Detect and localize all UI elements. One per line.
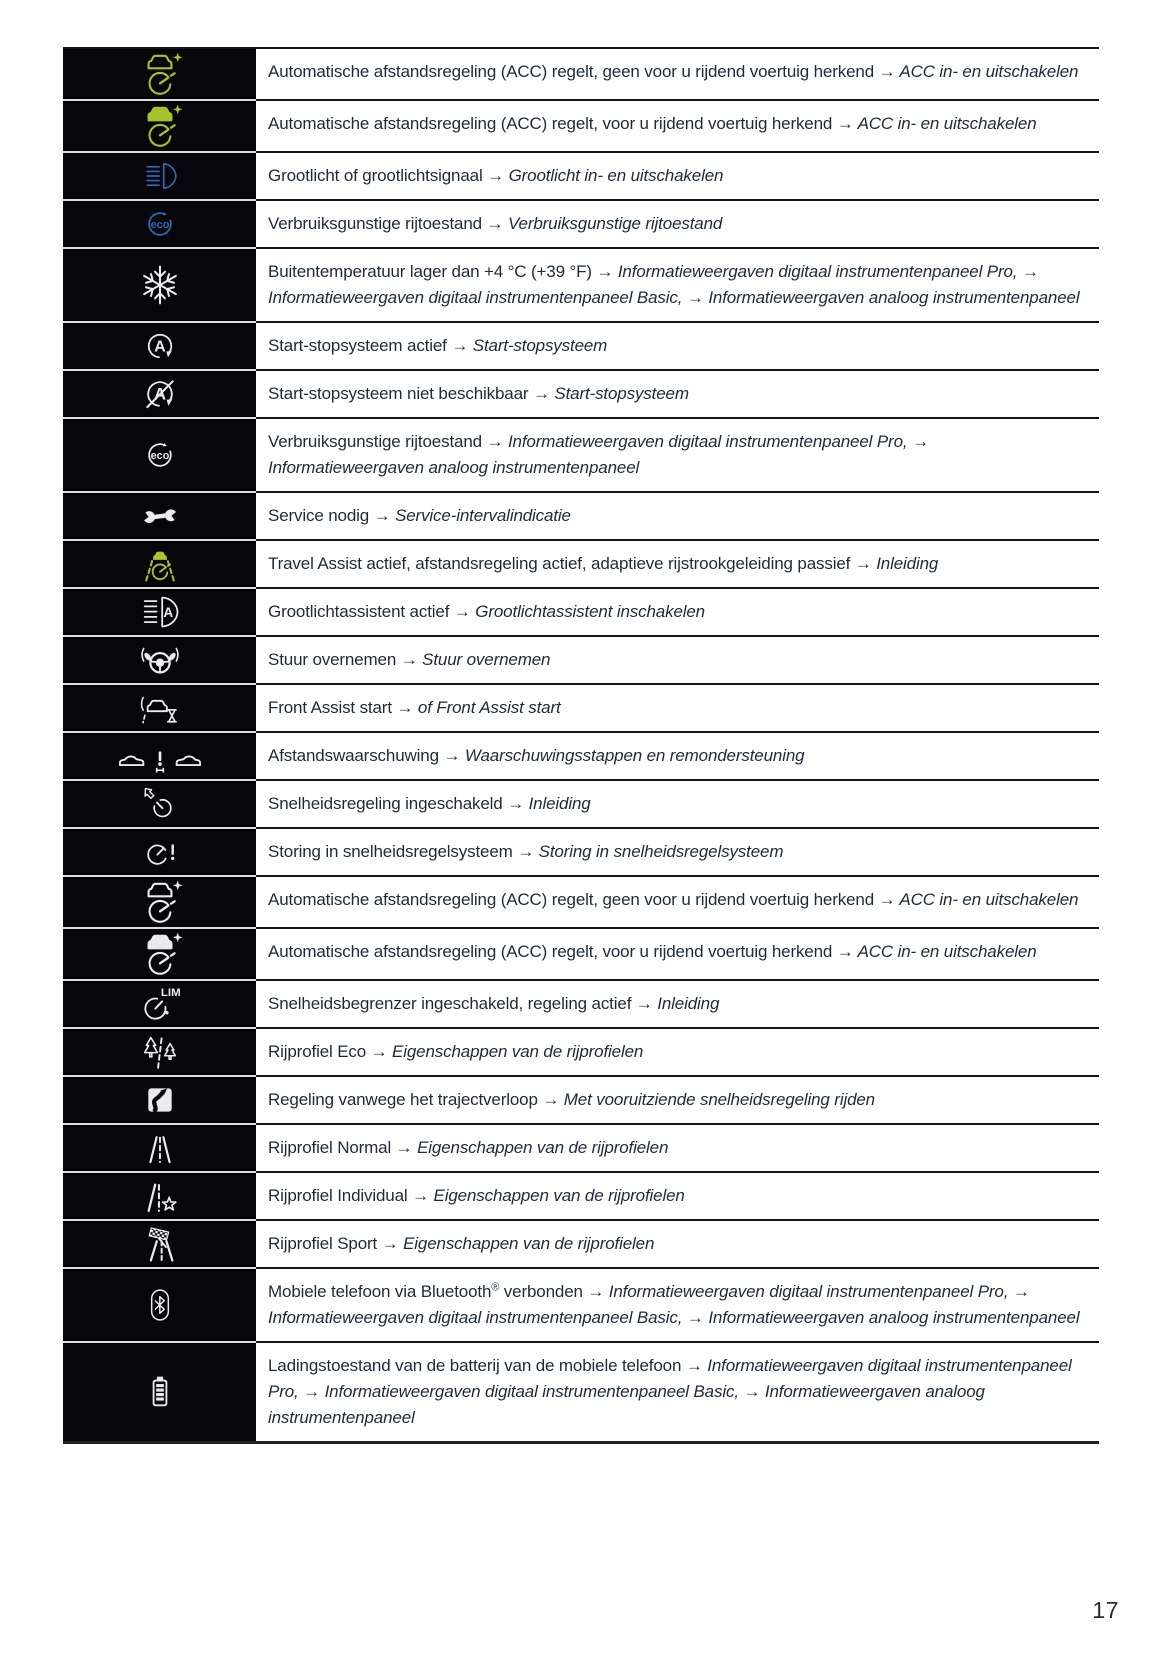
reference-text: → Informatieweergaven analoog instrumentenpaneel — [686, 288, 1080, 307]
cruise-control-icon — [140, 784, 180, 824]
reference-text: → Inleiding — [507, 794, 591, 813]
front-assist-start-icon — [138, 686, 182, 730]
table-row — [63, 247, 1099, 321]
table-row — [63, 369, 1099, 417]
reference-text: → ACC in- en uitschakelen — [878, 62, 1079, 81]
lamp-description — [256, 369, 1099, 417]
reference-text: → Informatieweergaven digitaal instrumentenpaneel Basic, — [303, 1382, 744, 1401]
lamp-icon-cell — [63, 1027, 256, 1075]
eco-ring-icon — [140, 435, 180, 475]
lamp-description — [256, 587, 1099, 635]
start-stop-icon — [140, 326, 180, 366]
table-row — [63, 927, 1099, 979]
reference-text: → Start-stopsysteem — [451, 336, 608, 355]
table-row — [63, 1267, 1099, 1341]
lamp-description — [256, 979, 1099, 1027]
description-text: Rijprofiel Normal — [268, 1138, 396, 1157]
lamp-icon-cell — [63, 1123, 256, 1171]
lamp-description — [256, 875, 1099, 927]
high-beam-assist-icon — [139, 591, 181, 633]
lamp-icon-cell — [63, 1075, 256, 1123]
lamp-description — [256, 1267, 1099, 1341]
lamp-description — [256, 1171, 1099, 1219]
wrench-icon — [139, 495, 181, 537]
description-text: Ladingstoestand van de batterij van de mobiele telefoon — [268, 1356, 686, 1375]
description-text: Snelheidsbegrenzer ingeschakeld, regeling actief — [268, 994, 636, 1013]
lamp-description — [256, 491, 1099, 539]
table-row — [63, 827, 1099, 875]
lamp-icon-cell — [63, 683, 256, 731]
reference-text: → Storing in snelheidsregelsysteem — [517, 842, 784, 861]
lamp-description — [256, 417, 1099, 491]
reference-text: → Informatieweergaven analoog instrumentenpaneel — [686, 1308, 1080, 1327]
table-row — [63, 1075, 1099, 1123]
description-text: Verbruiksgunstige rijtoestand — [268, 432, 487, 451]
reference-text: → Informatieweergaven digitaal instrumentenpaneel Pro, — [587, 1282, 1013, 1301]
description-text: Automatische afstandsregeling (ACC) regelt, geen voor u rijdend voertuig herkend — [268, 62, 879, 81]
lamp-description — [256, 827, 1099, 875]
description-text: Travel Assist actief, afstandsregeling actief, adaptieve rijstrookgeleiding passief — [268, 554, 855, 573]
acc-no-vehicle-icon — [135, 49, 185, 99]
reference-text: → Informatieweergaven digitaal instrumentenpaneel Pro, — [596, 262, 1022, 281]
table-row — [63, 99, 1099, 151]
description-text: Stuur overnemen — [268, 650, 401, 669]
acc-no-vehicle-icon — [135, 877, 185, 927]
description-text: Start-stopsysteem niet beschikbaar — [268, 384, 533, 403]
reference-text: → Eigenschappen van de rijprofielen — [395, 1138, 669, 1157]
svg-text:eco: eco — [150, 449, 169, 462]
reference-text: → Grootlichtassistent inschakelen — [453, 602, 705, 621]
lamp-description — [256, 1123, 1099, 1171]
lamp-icon-cell — [63, 1267, 256, 1341]
route-control-icon — [140, 1080, 180, 1120]
description-text: Rijprofiel Individual — [268, 1186, 413, 1205]
table-row — [63, 539, 1099, 587]
table-row — [63, 491, 1099, 539]
table-row — [63, 779, 1099, 827]
lamp-icon-cell — [63, 539, 256, 587]
reference-text: → Informatieweergaven digitaal instrumentenpaneel Pro, — [268, 1356, 1072, 1401]
lamp-icon-cell — [63, 779, 256, 827]
table-row — [63, 979, 1099, 1027]
svg-text:A: A — [153, 338, 166, 356]
lamp-description — [256, 683, 1099, 731]
steering-wheel-hands-icon — [138, 638, 182, 682]
reference-text: → Eigenschappen van de rijprofielen — [370, 1042, 644, 1061]
lamp-description — [256, 1219, 1099, 1267]
lamp-icon-cell — [63, 979, 256, 1027]
page-number: 17 — [1092, 1597, 1119, 1623]
bluetooth-icon — [139, 1282, 181, 1328]
lamp-icon-cell — [63, 1171, 256, 1219]
svg-text:eco: eco — [150, 218, 169, 231]
lamp-icon-cell — [63, 1219, 256, 1267]
lamp-description — [256, 151, 1099, 199]
lamp-icon-cell — [63, 321, 256, 369]
reference-text: → ACC in- en uitschakelen — [836, 942, 1037, 961]
lamp-description — [256, 199, 1099, 247]
travel-assist-icon — [138, 542, 182, 586]
profile-individual-icon — [139, 1175, 181, 1217]
lamp-icon-cell — [63, 369, 256, 417]
lamp-icon-cell — [63, 491, 256, 539]
reference-text: → Informatieweergaven digitaal instrumentenpaneel Pro, — [486, 432, 913, 451]
lamp-icon-cell — [63, 417, 256, 491]
lamp-icon-cell — [63, 99, 256, 151]
description-text: Start-stopsysteem actief — [268, 336, 452, 355]
profile-eco-icon — [139, 1031, 181, 1073]
lamp-description — [256, 1075, 1099, 1123]
table-row — [63, 1123, 1099, 1171]
table-row — [63, 417, 1099, 491]
reference-text: → Grootlicht in- en uitschakelen — [487, 166, 724, 185]
reference-text: → Informatieweergaven analoog instrumentenpaneel — [268, 1382, 985, 1427]
description-text: verbonden — [499, 1282, 588, 1301]
reference-text: → of Front Assist start — [396, 698, 561, 717]
acc-vehicle-icon — [135, 101, 185, 151]
reference-text: → Eigenschappen van de rijprofielen — [412, 1186, 685, 1205]
lamp-description — [256, 635, 1099, 683]
description-text: Automatische afstandsregeling (ACC) regelt, geen voor u rijdend voertuig herkend — [268, 890, 879, 909]
reference-text: → Waarschuwingsstappen en remondersteuning — [443, 746, 805, 765]
table-row — [63, 731, 1099, 779]
lamp-icon-cell — [63, 587, 256, 635]
reference-text: → Inleiding — [854, 554, 939, 573]
description-text: Front Assist start — [268, 698, 397, 717]
lamp-icon-cell — [63, 827, 256, 875]
cruise-fault-icon — [139, 831, 181, 873]
svg-text:A: A — [162, 604, 173, 620]
lamp-icon-cell — [63, 151, 256, 199]
battery-icon — [138, 1370, 182, 1414]
table-row — [63, 587, 1099, 635]
description-text: ® — [491, 1281, 500, 1294]
lamp-description — [256, 1341, 1099, 1441]
reference-text: → Service-intervalindicatie — [373, 506, 571, 525]
lamp-icon-cell — [63, 635, 256, 683]
lamp-icon-cell — [63, 927, 256, 979]
profile-sport-icon — [138, 1222, 182, 1266]
reference-text: → ACC in- en uitschakelen — [878, 890, 1079, 909]
table-row — [63, 1171, 1099, 1219]
table-row — [63, 321, 1099, 369]
lamp-description — [256, 779, 1099, 827]
description-text: Afstandswaarschuwing — [268, 746, 444, 765]
lamp-description — [256, 731, 1099, 779]
lamp-description — [256, 99, 1099, 151]
reference-text: → Stuur overnemen — [400, 650, 551, 669]
reference-text: → Verbruiksgunstige rijtoestand — [486, 214, 723, 233]
high-beam-icon — [140, 156, 180, 196]
lamp-icon-cell — [63, 731, 256, 779]
lamp-description — [256, 1027, 1099, 1075]
snowflake-icon — [138, 263, 182, 307]
lamp-icon-cell — [63, 199, 256, 247]
lamp-description — [256, 927, 1099, 979]
reference-text: → Informatieweergaven analoog instrumentenpaneel — [268, 432, 929, 477]
description-text: Grootlicht of grootlichtsignaal — [268, 166, 488, 185]
description-text: Grootlichtassistent actief — [268, 602, 454, 621]
description-text: Storing in snelheidsregelsysteem — [268, 842, 518, 861]
profile-normal-icon — [140, 1128, 180, 1168]
reference-text: → Informatieweergaven digitaal instrumentenpaneel Basic, — [268, 1282, 1030, 1327]
lamp-description — [256, 49, 1099, 99]
reference-text: → Inleiding — [635, 994, 720, 1013]
distance-warning-icon — [114, 735, 206, 777]
table-row — [63, 49, 1099, 99]
acc-vehicle-icon — [135, 929, 185, 979]
speed-limiter-icon — [137, 982, 183, 1026]
description-text: Rijprofiel Eco — [268, 1042, 371, 1061]
table-row — [63, 199, 1099, 247]
table-row — [63, 1219, 1099, 1267]
lamp-icon-cell — [63, 49, 256, 99]
description-text: Snelheidsregeling ingeschakeld — [268, 794, 508, 813]
table-row — [63, 683, 1099, 731]
lamp-icon-cell — [63, 875, 256, 927]
reference-text: → Informatieweergaven digitaal instrumentenpaneel Basic, — [268, 262, 1039, 307]
reference-text: → Start-stopsysteem — [532, 384, 689, 403]
description-text: Regeling vanwege het trajectverloop — [268, 1090, 543, 1109]
lamp-icon-cell — [63, 1341, 256, 1441]
table-row — [63, 635, 1099, 683]
start-stop-off-icon — [139, 373, 181, 415]
svg-text:LIM: LIM — [160, 987, 181, 1000]
lamp-description — [256, 539, 1099, 587]
description-text: Automatische afstandsregeling (ACC) regelt, voor u rijdend voertuig herkend — [268, 114, 837, 133]
description-text: Rijprofiel Sport — [268, 1234, 382, 1253]
table-row — [63, 875, 1099, 927]
lamp-icon-cell — [63, 247, 256, 321]
reference-text: → Met vooruitziende snelheidsregeling rijden — [542, 1090, 875, 1109]
description-text: Verbruiksgunstige rijtoestand — [268, 214, 487, 233]
table-row — [63, 1341, 1099, 1441]
description-text: Buitentemperatuur lager dan +4 °C (+39 °F) — [268, 262, 597, 281]
table-row — [63, 151, 1099, 199]
description-text: Automatische afstandsregeling (ACC) regelt, voor u rijdend voertuig herkend — [268, 942, 837, 961]
svg-text:A: A — [153, 384, 166, 404]
reference-text: → ACC in- en uitschakelen — [836, 114, 1037, 133]
description-text: Service nodig — [268, 506, 374, 525]
indicator-lamp-table — [63, 47, 1099, 1444]
eco-ring-icon — [140, 204, 180, 244]
lamp-description — [256, 321, 1099, 369]
lamp-description — [256, 247, 1099, 321]
table-row — [63, 1027, 1099, 1075]
reference-text: → Eigenschappen van de rijprofielen — [381, 1234, 655, 1253]
description-text: Mobiele telefoon via Bluetooth — [268, 1282, 492, 1301]
